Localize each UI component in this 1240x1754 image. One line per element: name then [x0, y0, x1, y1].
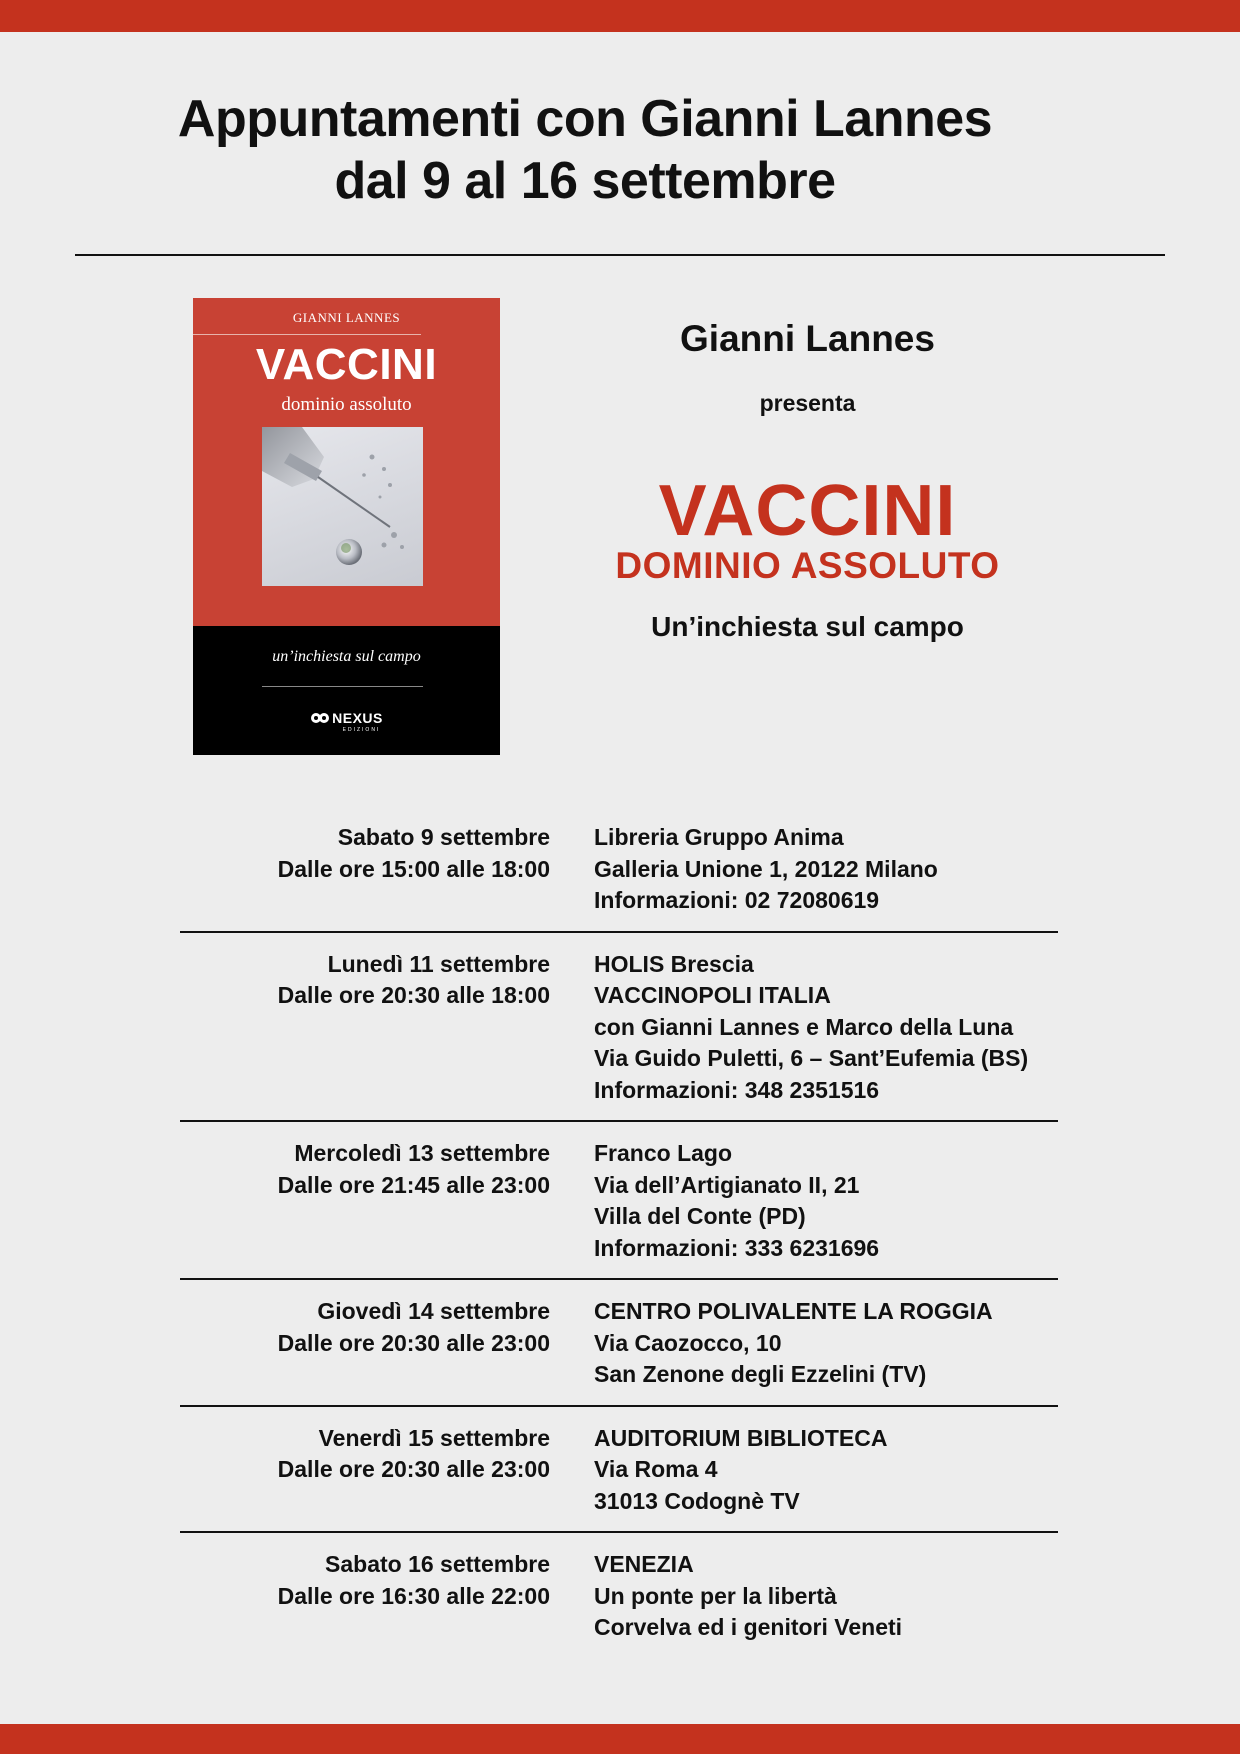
event-where — [594, 1296, 993, 1391]
event-when — [180, 1423, 550, 1518]
event-place-line: Via Caozocco, 10 — [594, 1329, 782, 1356]
cover-bottom-band — [193, 626, 500, 755]
event-where — [594, 949, 1028, 1107]
event-when — [180, 949, 550, 1107]
event-date: Lunedì 11 settembre — [327, 950, 550, 977]
event-date: Mercoledì 13 settembre — [294, 1140, 550, 1166]
bottom-color-bar — [0, 1724, 1240, 1754]
event-place-line: Corvelva ed i genitori Veneti — [594, 1614, 903, 1640]
event-where — [594, 1138, 879, 1264]
event-date: Venerdì 15 settembre — [318, 1424, 550, 1451]
event-when — [180, 1138, 550, 1264]
page-title — [0, 88, 1170, 212]
event-time: Dalle ore 16:30 alle 22:00 — [277, 1582, 550, 1609]
event-place-line: Via Guido Puletti, 6 – Sant’Eufemia (BS) — [594, 1045, 1029, 1071]
event-time: Dalle ore 15:00 alle 18:00 — [277, 855, 550, 882]
event-row — [180, 1549, 1058, 1658]
presents-label: presenta — [759, 390, 856, 416]
event-time: Dalle ore 20:30 alle 23:00 — [277, 1329, 550, 1356]
cover-syringe-image — [262, 427, 423, 586]
event-schedule — [180, 822, 1058, 1674]
title-line-1: Appuntamenti con Gianni Lannes — [177, 90, 993, 148]
event-where — [594, 822, 938, 917]
book-subtitle: DOMINIO ASSOLUTO — [615, 545, 1000, 586]
book-cover — [193, 298, 500, 755]
event-row — [180, 949, 1058, 1123]
publisher-name: NEXUS — [332, 710, 383, 726]
cover-author: GIANNI LANNES — [292, 310, 401, 325]
cover-band-divider — [262, 686, 423, 687]
event-place-line: Libreria Gruppo Anima — [594, 824, 844, 850]
event-row — [180, 1423, 1058, 1534]
syringe-illustration — [262, 427, 423, 586]
book-title: VACCINI — [658, 471, 957, 551]
event-place-line: Via dell’Artigianato II, 21 — [594, 1171, 860, 1198]
event-place-line: con Gianni Lannes e Marco della Luna — [594, 1013, 1014, 1040]
event-date: Sabato 16 settembre — [325, 1551, 550, 1577]
event-time: Dalle ore 20:30 alle 18:00 — [277, 982, 550, 1008]
event-place-line: CENTRO POLIVALENTE LA ROGGIA — [594, 1298, 993, 1324]
event-when — [180, 1549, 550, 1644]
event-place-line: 31013 Codognè TV — [594, 1487, 800, 1514]
event-row — [180, 1138, 1058, 1280]
event-row — [180, 1296, 1058, 1407]
event-date: Sabato 9 settembre — [337, 824, 550, 850]
event-place-line: Galleria Unione 1, 20122 Milano — [594, 855, 938, 882]
event-where — [594, 1549, 902, 1644]
event-place-line: HOLIS Brescia — [594, 950, 754, 977]
cover-title: VACCINI — [255, 340, 438, 389]
event-place-line: Informazioni: 333 6231696 — [594, 1234, 880, 1261]
event-place-line: Un ponte per la libertà — [594, 1582, 837, 1609]
publisher-subtitle: EDIZIONI — [342, 727, 381, 733]
presenter-name: Gianni Lannes — [680, 318, 935, 359]
event-place-line: AUDITORIUM BIBLIOTECA — [594, 1424, 888, 1451]
event-place-line: VENEZIA — [594, 1551, 694, 1577]
title-line-2: dal 9 al 16 settembre — [334, 152, 836, 210]
event-place-line: Villa del Conte (PD) — [594, 1203, 806, 1229]
header-divider — [75, 254, 1165, 256]
presentation-block — [560, 310, 1055, 643]
cover-tagline: un’inchiesta sul campo — [272, 648, 421, 665]
event-time: Dalle ore 21:45 alle 23:00 — [277, 1171, 550, 1198]
book-tagline: Un’inchiesta sul campo — [651, 611, 964, 642]
event-place-line: Via Roma 4 — [594, 1456, 718, 1482]
event-time: Dalle ore 20:30 alle 23:00 — [277, 1456, 550, 1482]
event-where — [594, 1423, 887, 1518]
event-place-line: San Zenone degli Ezzelini (TV) — [594, 1361, 927, 1387]
event-place-line: Informazioni: 348 2351516 — [594, 1076, 880, 1103]
publisher-logo — [193, 710, 500, 726]
event-date: Giovedì 14 settembre — [317, 1298, 550, 1324]
event-place-line: VACCINOPOLI ITALIA — [594, 982, 831, 1008]
event-row — [180, 822, 1058, 933]
publisher-mark-icon — [310, 712, 330, 724]
event-when — [180, 1296, 550, 1391]
cover-subtitle: dominio assoluto — [281, 394, 412, 415]
event-place-line: Franco Lago — [594, 1140, 733, 1166]
event-place-line: Informazioni: 02 72080619 — [594, 887, 880, 913]
event-when — [180, 822, 550, 917]
cover-author-divider — [193, 334, 421, 335]
top-color-bar — [0, 0, 1240, 32]
